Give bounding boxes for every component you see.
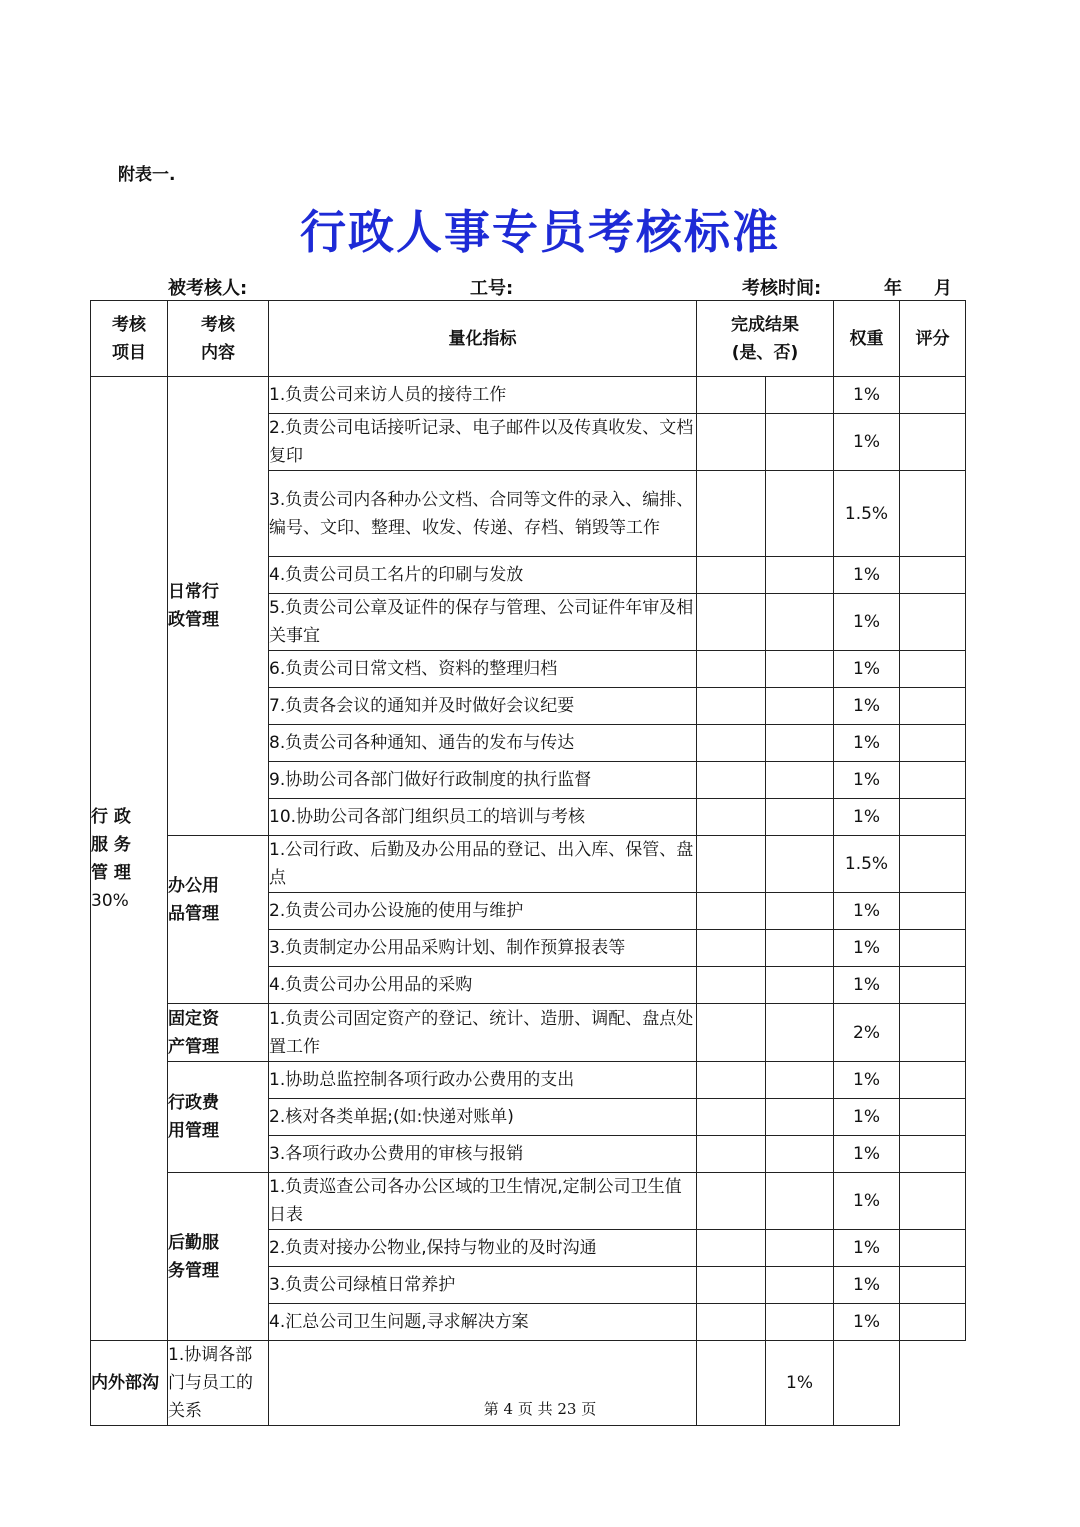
indicator-cell: 4.汇总公司卫生问题,寻求解决方案 — [269, 1304, 697, 1341]
weight-cell: 1% — [834, 762, 900, 799]
result-no-cell[interactable] — [766, 651, 834, 688]
score-cell[interactable] — [900, 557, 966, 594]
result-no-cell[interactable] — [766, 414, 834, 471]
meta-row — [0, 274, 1080, 300]
weight-cell: 1.5% — [834, 471, 900, 557]
result-yes-cell[interactable] — [697, 1136, 766, 1173]
indicator-cell: 1.公司行政、后勤及办公用品的登记、出入库、保管、盘点 — [269, 836, 697, 893]
result-no-cell[interactable] — [766, 1304, 834, 1341]
result-yes-cell[interactable] — [697, 557, 766, 594]
result-yes-cell[interactable] — [697, 1099, 766, 1136]
page-title: 行政人事专员考核标准 — [300, 205, 780, 259]
weight-cell: 1% — [834, 799, 900, 836]
weight-cell: 1% — [834, 377, 900, 414]
result-no-cell[interactable] — [766, 799, 834, 836]
page-footer: 第 4 页 共 23 页 — [483, 1400, 597, 1418]
result-yes-cell[interactable] — [697, 1230, 766, 1267]
indicator-cell: 5.负责公司公章及证件的保存与管理、公司证件年审及相关事宜 — [269, 594, 697, 651]
indicator-cell: 6.负责公司日常文档、资料的整理归档 — [269, 651, 697, 688]
weight-cell: 1% — [834, 893, 900, 930]
result-no-cell[interactable] — [766, 762, 834, 799]
indicator-cell: 2.负责公司电话接听记录、电子邮件以及传真收发、文档复印 — [269, 414, 697, 471]
indicator-cell: 2.核对各类单据;(如:快递对账单) — [269, 1099, 697, 1136]
result-yes-cell[interactable] — [697, 930, 766, 967]
year-label: 年 — [884, 278, 902, 299]
score-cell[interactable] — [900, 651, 966, 688]
result-no-cell[interactable] — [766, 725, 834, 762]
indicator-cell: 4.负责公司办公用品的采购 — [269, 967, 697, 1004]
indicator-cell: 4.负责公司员工名片的印刷与发放 — [269, 557, 697, 594]
result-no-cell[interactable] — [766, 1173, 834, 1230]
result-no-cell[interactable] — [766, 893, 834, 930]
weight-cell: 1% — [834, 688, 900, 725]
weight-cell: 1% — [834, 930, 900, 967]
indicator-cell: 1.负责公司来访人员的接待工作 — [269, 377, 697, 414]
score-cell[interactable] — [900, 725, 966, 762]
indicator-cell: 2.负责对接办公物业,保持与物业的及时沟通 — [269, 1230, 697, 1267]
indicator-cell: 3.负责公司内各种办公文档、合同等文件的录入、编排、编号、文印、整理、收发、传递、存档、销毁等工作 — [269, 471, 697, 557]
weight-cell: 1.5% — [834, 836, 900, 893]
result-no-cell[interactable] — [766, 967, 834, 1004]
result-no-cell[interactable] — [766, 471, 834, 557]
indicator-cell: 3.各项行政办公费用的审核与报销 — [269, 1136, 697, 1173]
indicator-cell: 1.负责巡查公司各办公区域的卫生情况,定制公司卫生值日表 — [269, 1173, 697, 1230]
weight-cell: 1% — [834, 1173, 900, 1230]
weight-cell: 1% — [834, 594, 900, 651]
group-cell: 行政费用管理 — [168, 1062, 269, 1173]
score-cell[interactable] — [900, 930, 966, 967]
indicator-cell: 3.负责公司绿植日常养护 — [269, 1267, 697, 1304]
result-yes-cell[interactable] — [697, 836, 766, 893]
group-cell: 固定资产管理 — [168, 1004, 269, 1062]
table-row — [91, 377, 966, 414]
table-row — [91, 1173, 966, 1230]
examinee-label: 被考核人: — [168, 278, 248, 299]
score-cell[interactable] — [900, 1099, 966, 1136]
group-cell: 办公用品管理 — [168, 836, 269, 1004]
result-yes-cell[interactable] — [697, 799, 766, 836]
header-content: 考核内容 — [168, 301, 269, 377]
header-weight: 权重 — [834, 301, 900, 377]
weight-cell: 1% — [834, 1099, 900, 1136]
result-no-cell[interactable] — [766, 377, 834, 414]
header-row — [91, 301, 966, 377]
result-yes-cell[interactable] — [697, 967, 766, 1004]
table-row — [91, 1004, 966, 1062]
score-cell[interactable] — [900, 594, 966, 651]
indicator-cell: 9.协助公司各部门做好行政制度的执行监督 — [269, 762, 697, 799]
result-yes-cell[interactable] — [697, 651, 766, 688]
indicator-cell: 3.负责制定办公用品采购计划、制作预算报表等 — [269, 930, 697, 967]
score-cell[interactable] — [900, 1062, 966, 1099]
weight-cell: 1% — [834, 1304, 900, 1341]
header-score: 评分 — [900, 301, 966, 377]
result-yes-cell[interactable] — [697, 414, 766, 471]
indicator-cell: 1.负责公司固定资产的登记、统计、造册、调配、盘点处置工作 — [269, 1004, 697, 1062]
score-cell[interactable] — [900, 1267, 966, 1304]
result-yes-cell[interactable] — [697, 1267, 766, 1304]
indicator-cell: 2.负责公司办公设施的使用与维护 — [269, 893, 697, 930]
header-project: 考核项目 — [91, 301, 168, 377]
month-label: 月 — [934, 278, 952, 299]
score-cell[interactable] — [900, 893, 966, 930]
result-yes-cell[interactable] — [697, 762, 766, 799]
group-cell: 后勤服务管理 — [168, 1173, 269, 1341]
score-cell[interactable] — [900, 799, 966, 836]
result-no-cell[interactable] — [766, 557, 834, 594]
indicator-cell: 1.协调各部门与员工的关系 — [168, 1341, 269, 1426]
weight-cell: 1% — [834, 1267, 900, 1304]
result-no-cell[interactable] — [766, 836, 834, 893]
weight-cell: 1% — [834, 651, 900, 688]
score-cell[interactable] — [900, 414, 966, 471]
time-label: 考核时间: — [742, 278, 822, 299]
result-yes-cell[interactable] — [697, 594, 766, 651]
indicator-cell: 8.负责公司各种通知、通告的发布与传达 — [269, 725, 697, 762]
assessment-table — [90, 300, 966, 1426]
result-no-cell[interactable] — [766, 930, 834, 967]
weight-cell: 1% — [834, 967, 900, 1004]
table-row — [91, 836, 966, 893]
result-yes-cell[interactable] — [697, 1062, 766, 1099]
result-no-cell[interactable] — [766, 1062, 834, 1099]
result-yes-cell[interactable] — [697, 471, 766, 557]
header-indicator: 量化指标 — [269, 301, 697, 377]
score-cell[interactable] — [900, 1004, 966, 1062]
score-cell[interactable] — [900, 967, 966, 1004]
result-yes-cell[interactable] — [697, 1004, 766, 1062]
indicator-cell: 1.协助总监控制各项行政办公费用的支出 — [269, 1062, 697, 1099]
weight-cell: 1% — [834, 1230, 900, 1267]
result-yes-cell[interactable] — [697, 1304, 766, 1341]
result-yes-cell[interactable] — [697, 725, 766, 762]
indicator-cell: 10.协助公司各部门组织员工的培训与考核 — [269, 799, 697, 836]
weight-cell: 2% — [834, 1004, 900, 1062]
result-yes-cell[interactable] — [697, 688, 766, 725]
table-row — [91, 1062, 966, 1099]
result-no-cell[interactable] — [766, 1267, 834, 1304]
result-yes-cell[interactable] — [697, 893, 766, 930]
score-cell[interactable] — [900, 1304, 966, 1341]
result-yes-cell[interactable] — [697, 377, 766, 414]
score-cell[interactable] — [900, 836, 966, 893]
score-cell[interactable] — [900, 688, 966, 725]
result-no-cell[interactable] — [766, 594, 834, 651]
weight-cell: 1% — [834, 1062, 900, 1099]
result-no-cell[interactable] — [766, 1136, 834, 1173]
group-cell: 内外部沟 — [91, 1341, 168, 1426]
score-cell[interactable] — [900, 762, 966, 799]
header-result: 完成结果(是、否) — [697, 301, 834, 377]
weight-cell: 1% — [766, 1341, 834, 1426]
category-cell: 行 政 服 务 管 理 30% — [91, 377, 168, 1341]
id-label: 工号: — [470, 278, 514, 299]
score-cell[interactable] — [900, 377, 966, 414]
indicator-cell: 7.负责各会议的通知并及时做好会议纪要 — [269, 688, 697, 725]
result-yes-cell[interactable] — [697, 1173, 766, 1230]
annex-label: 附表一. — [118, 165, 176, 185]
result-no-cell[interactable] — [766, 1099, 834, 1136]
weight-cell: 1% — [834, 557, 900, 594]
result-no-cell[interactable] — [766, 1004, 834, 1062]
result-no-cell[interactable] — [766, 688, 834, 725]
group-cell: 日常行政管理 — [168, 377, 269, 836]
weight-cell: 1% — [834, 725, 900, 762]
score-cell[interactable] — [900, 1230, 966, 1267]
weight-cell: 1% — [834, 414, 900, 471]
score-cell[interactable] — [900, 1136, 966, 1173]
score-cell[interactable] — [900, 1173, 966, 1230]
result-no-cell[interactable] — [766, 1230, 834, 1267]
score-cell[interactable] — [900, 471, 966, 557]
weight-cell: 1% — [834, 1136, 900, 1173]
